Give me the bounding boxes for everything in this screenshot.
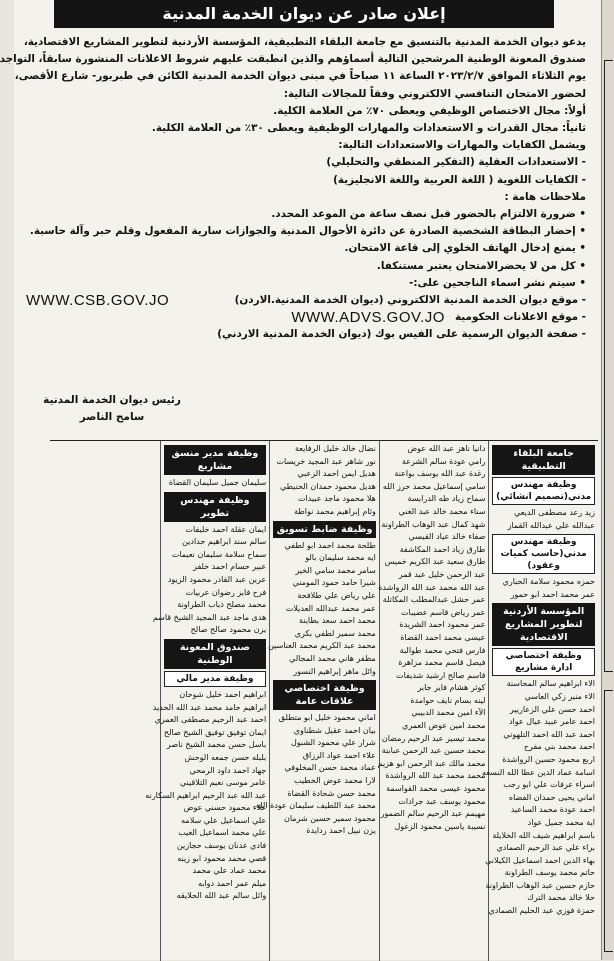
candidate-name: عمر محمود احمد الشريدة xyxy=(399,620,486,630)
candidate-name: محمد تيسير عبد الرحيم رمضان xyxy=(381,733,486,743)
candidate-name: محمد عبد الكريم محمد العناسين xyxy=(268,641,376,651)
candidate-name: محمد حسن شحادة القضاة xyxy=(287,788,376,798)
candidate-name: حمزه محمود سلامة الحباري xyxy=(502,577,595,587)
candidate-name: قصي محمد محمود ابو زينه xyxy=(177,853,267,863)
candidate-name: عبد الله عبد الرحيم ابراهيم السكارنه xyxy=(145,790,267,800)
advs-link-label: - موقع الاعلانات الحكومية xyxy=(454,311,586,324)
advs-link-line xyxy=(26,309,586,326)
candidate-name: عبد الرحمن خليل عبد قمر xyxy=(398,569,486,579)
names-column-2 xyxy=(379,441,489,961)
notice-line: • سيتم نشر اسماء الناجحين على:- xyxy=(409,276,586,289)
candidate-name: علي اسماعيل علي سلامه xyxy=(181,815,267,825)
candidate-name: براء علي عبد الرحيم الصمادي xyxy=(496,843,595,853)
candidate-name: محمد عماد علي محمد xyxy=(192,866,267,876)
candidate-name: ايمان توفيق توفيق الشيخ صالح xyxy=(163,727,267,737)
candidate-name: حلا خالد محمد الترك xyxy=(527,893,595,903)
candidate-name: الآء امين محمد الدبيبي xyxy=(411,708,486,718)
candidate-name: محمد امين عوض العمري xyxy=(402,721,486,731)
candidate-name: اية محمد جميل عواد xyxy=(527,817,595,827)
csb-link-label: - موقع ديوان الخدمة المدنية الالكتروني (ديوان الخدمة المدنية.الاردن) xyxy=(234,294,586,307)
candidate-name: حاتم محمد يوسف الطراونة xyxy=(504,868,595,878)
candidate-name: اماني يحيى حمدان الفضاه xyxy=(508,792,595,802)
candidate-name: فادي عدنان يوسف حجازين xyxy=(176,841,267,851)
names-column-4 xyxy=(145,441,270,961)
candidate-name: نسيبة ياسين محمود الزغول xyxy=(394,821,486,831)
notice-line: صندوق المعونة الوطنية المرشحين التالية أسماؤهم والذين انطبقت عليهم شروط الاعلانات المنشورة سابقاً، التواجد xyxy=(0,53,586,66)
candidate-names-grid xyxy=(50,440,598,961)
adjacent-frame xyxy=(604,60,613,672)
candidate-name: ايمان عقلة احمد خليفات xyxy=(185,524,267,534)
candidate-name: احمد عودة محمد الساعيد xyxy=(510,805,595,815)
candidate-name: محمد مصلح ذياب الطراونة xyxy=(177,600,267,610)
candidate-name: هديل ايمن احمد الزعبي xyxy=(297,469,376,479)
candidate-name: قاسم صالح ارشيد شديفات xyxy=(396,670,486,680)
candidate-name: مظفر هاني محمد المجالي xyxy=(289,653,376,663)
candidate-name: حازم حسين عبد الوهاب الطراونة xyxy=(485,880,595,890)
candidate-name: هديل محمود حمدان الحنيطي xyxy=(279,481,376,491)
candidate-name: سناء محمد خالد عبد الغني xyxy=(398,506,486,516)
csb-url-link[interactable]: WWW.CSB.GOV.JO xyxy=(26,292,170,310)
candidate-name: سامر محمد سامي الخير xyxy=(295,565,376,575)
candidate-name: وائل سالم عبد الله الحلايقه xyxy=(176,891,267,901)
candidate-name: شيرا حامد حمود المومني xyxy=(292,578,376,588)
candidate-name: حمزة فوزي عبد الحليم الصمادي xyxy=(488,906,595,916)
candidate-name: شرار علي محمود الشبول xyxy=(290,738,376,748)
names-column-1 xyxy=(482,441,598,961)
candidate-name: كوثر هشام فايز جابر xyxy=(417,683,486,693)
candidate-name: ميلم عمر احمد دوابه xyxy=(197,878,267,888)
csb-link-line xyxy=(26,292,586,309)
section-header: المؤسسة الأردنية لتطوير المشاريع الاقتصادية xyxy=(492,603,595,646)
section-header: وظيفة اختصاصي علاقات عامة xyxy=(273,680,376,710)
candidate-name: محمد مالك عبد الرحمن ابو هزيم xyxy=(377,758,486,768)
section-header: وظيفة مهندس تطوير xyxy=(164,492,267,522)
candidate-name: محمد عبد اللطيف سليمان عودة الله xyxy=(255,801,376,811)
candidate-name: الاء ابراهيم سالم المحاسنة xyxy=(506,679,595,689)
candidate-name: بهاء الدين احمد اسماعيل الكيلاني xyxy=(485,855,595,865)
signature-name: سامح الناصر xyxy=(79,411,145,423)
candidate-name: فرح فايز رضوان عربيات xyxy=(185,587,267,597)
candidate-name: احمد حسن علي الزعاريير xyxy=(509,704,595,714)
job-title-header: وظيفة اختصاصي ادارة مشاريع xyxy=(492,648,595,676)
candidate-name: اماني محمود خليل ابو متطلق xyxy=(278,713,376,723)
candidate-name: عبدالله علي عبدالله القماز xyxy=(507,520,595,530)
candidate-name: ابراهيم احمد خليل شوحان xyxy=(179,689,267,699)
notice-line: أولاً: مجال الاختصاص الوظيفي ويعطى ٧٠٪ من العلامة الكلية. xyxy=(273,104,586,117)
advs-url-link[interactable]: WWW.ADVS.GOV.JO xyxy=(291,309,445,327)
notice-line: لحضور الامتحان التنافسي الالكتروني وفقاً للمجالات التالية: xyxy=(283,87,586,100)
candidate-name: سماح زياد طه الدرايسة xyxy=(407,494,486,504)
candidate-name: احمد عبد الله احمد التلهوني xyxy=(503,729,595,739)
notice-line: • ضرورة الالتزام بالحضور قبل نصف ساعة من الموعد المحدد. xyxy=(271,208,586,221)
candidate-name: وئام إبراهيم محمد نواطة xyxy=(294,506,376,516)
candidate-name: احمد عبد الرحيم مصطفى العمري xyxy=(154,715,267,725)
candidate-name: محمد احمد سعد بطاينة xyxy=(299,616,376,626)
notice-line: ويشمل الكفايات والمهارات والاستعدادات التالية: xyxy=(338,139,586,152)
candidate-name: نور شاهر عبد المجيد خريسات xyxy=(276,456,376,466)
candidate-name: عبير حسام احمد خلفر xyxy=(193,562,267,572)
candidate-name: دانيا ناهز عبد الله عوض xyxy=(407,444,486,453)
candidate-name: طارق سعيد عبد الكريم خميس xyxy=(384,557,486,567)
candidate-name: صفاء خالد عياد القيسي xyxy=(408,532,486,542)
notice-line: - الاستعدادات العقلية (التفكير المنطقي والتحليلي) xyxy=(326,156,586,169)
candidate-name: نضال خالد خليل الرفايعة xyxy=(294,444,376,453)
candidate-name: علي رياض علي طلافحة xyxy=(297,590,376,600)
candidate-name: جهاد احمد داود الرمحي xyxy=(189,765,267,775)
candidate-name: محمد حسين عبد الرحمن عبابنة xyxy=(381,746,486,756)
adjacent-frame xyxy=(604,690,613,952)
section-header: وظيفة ضابط تسويق xyxy=(273,521,376,538)
candidate-name: سامي إسماعيل محمد حرز الله xyxy=(382,481,486,491)
candidate-name: الاء منير زكي العاسي xyxy=(524,691,595,701)
candidate-name: رغدة عبد الله يوسف بواعنة xyxy=(394,469,486,479)
candidate-name: ابراهيم حامد محمد عبد الله الحديد xyxy=(152,702,267,712)
announcement-title: إعلان صادر عن ديوان الخدمة المدنية xyxy=(54,0,554,28)
candidate-name: رامي عودة سالم الشرعة xyxy=(401,456,486,466)
notice-line: ملاحظات هامة : xyxy=(504,190,586,203)
candidate-name: لينه بسام نايف حوامدة xyxy=(410,695,486,705)
candidate-name: فيصل قاسم محمد مزاهرة xyxy=(398,658,486,668)
notice-line: يوم الثلاثاء الموافق ٢٠٢٣/٢/٧ الساعة ١١ صباحاً في مبنى ديوان الخدمة المدنية الكائن في طبربور- شارع الأقصى، xyxy=(14,70,586,83)
job-title-header: وظيفة مهندس مدني(تصميم انشائي) xyxy=(492,477,595,505)
candidate-name: احمد عامر عبيد عيال عواد xyxy=(508,717,595,727)
candidate-name: محمد سمير لطفي بكري xyxy=(294,628,376,638)
candidate-name: عمر رياض قاسم عضيبات xyxy=(400,607,486,617)
candidate-name: محمد محمد عبد الله الرواشدة xyxy=(385,771,486,781)
candidate-name: وائل ماهر إبراهيم النسور xyxy=(293,666,376,676)
candidate-name: باسم ابراهيم شيف الله الخلايلة xyxy=(492,830,595,840)
candidate-name: شهد كمال عبد الوهاب الطراونة xyxy=(381,519,486,529)
candidate-name: عيسى محمد احمد القضاة xyxy=(400,632,486,642)
candidate-name: زيد رعد مصطفى الديعي xyxy=(514,508,595,517)
candidate-name: علاء احمد عواد الرزاق xyxy=(302,750,376,760)
section-header: جامعة البلقاء التطبيقية xyxy=(492,445,595,475)
candidate-name: علاء محمود حسني عوض xyxy=(183,803,267,813)
candidate-name: ايه محمد سليمان بالو xyxy=(305,553,376,563)
candidate-name: بلبله حسن جمعه الوحش xyxy=(184,752,267,762)
section-header: صندوق المعونة الوطنية xyxy=(164,639,267,669)
job-title-header: وظيفة مدير مالي xyxy=(164,671,267,687)
candidate-name: هلا محمود ماجد عبيدات xyxy=(298,494,376,504)
signature-block xyxy=(12,392,212,426)
adjacent-page-edge xyxy=(601,0,614,960)
candidate-name: هدى ماجد عبد المجيد الشيخ قاسم xyxy=(152,612,267,622)
candidate-name: سليمان جميل سليمان القضاة xyxy=(168,478,267,487)
candidate-name: عماد محمد حسن المخلوفي xyxy=(284,763,376,773)
candidate-name: طلحة محمد احمد ابو لطفي xyxy=(284,540,376,550)
signature-title: رئيس ديوان الخدمة المدنية xyxy=(43,394,181,406)
notice-line: • يمنع إدخال الهاتف الخلوي إلى قاعة الامتحان. xyxy=(344,242,586,255)
candidate-name: سماح سلامة سليمان نعيمات xyxy=(171,549,267,559)
candidate-name: مهيمم عبد الرحيم سالم الضمور xyxy=(380,809,486,819)
notice-line: • إحضار البطاقة الشخصية الصادرة عن دائرة الأحوال المدنية والجوازات سارية المفعول وقلم حبر وآلة حاسبة. xyxy=(29,225,586,238)
names-column-3 xyxy=(255,441,379,961)
candidate-name: لارا محمد عوض الخطيب xyxy=(294,776,376,786)
notice-line: ثانياً: مجال القدرات و الاستعدادات والمهارات الوظيفية ويعطى ٣٠٪ من العلامة الكلية. xyxy=(151,122,586,135)
job-title-header: وظيفة مهندس مدني(حاسب كميات وعقود) xyxy=(492,534,595,574)
candidate-name: فارس فتحي محمد طوالبة xyxy=(399,645,486,655)
candidate-name: عرين عبد القادر محمود الزيود xyxy=(167,574,267,584)
candidate-name: محمود سمير حسين شرمان xyxy=(283,813,376,823)
names-column-5 xyxy=(50,441,160,961)
candidate-name: اسامة عماد الدين عطا الله النسعه xyxy=(482,767,595,777)
notice-line: - الكفايات اللغوية ( اللغة العربية واللغة الانجليزية) xyxy=(333,173,586,186)
candidate-name: طارق زياد احمد المكاشفة xyxy=(399,544,486,554)
candidate-name: محمود عيسى محمد القواسمة xyxy=(386,784,486,794)
candidate-name: سالم سند ابراهيم حدادين xyxy=(182,537,267,547)
candidate-name: علي محمد اسماعيل الغيب xyxy=(178,828,267,838)
announcement-body xyxy=(0,34,586,434)
candidate-name: يزن محمود صالح صالح xyxy=(190,625,267,635)
candidate-name: عمر حشل عبدالمطلب المكاتلة xyxy=(382,595,486,605)
notice-line: يدعو ديوان الخدمة المدنية بالتنسيق مع جامعة البلقاء التطبيقية، المؤسسة الأردنية لتطوير المشاريع الاقتصادية، xyxy=(23,36,586,48)
candidate-name: عمر محمد عبدالله العديلات xyxy=(285,603,376,613)
candidate-name: عمر محمد احمد ابو حمور xyxy=(510,589,595,599)
candidate-name: احمد محمد بني مفرح xyxy=(523,742,595,752)
candidate-name: باسل حسن محمد الشيخ ناصر xyxy=(166,740,267,750)
candidate-name: عامر موسى نعيم التلاقيني xyxy=(179,778,267,788)
candidate-name: يزن نبيل احمد ردايدة xyxy=(306,826,376,836)
facebook-page-line: - صفحة الديوان الرسمية على الفيس بوك (ديوان الخدمة المدنية الاردني) xyxy=(217,328,586,341)
candidate-name: محمود يوسف عبد جرادات xyxy=(398,796,486,806)
section-header: وظيفة مدير منسق مشاريع xyxy=(164,445,267,475)
candidate-name: بيان احمد عقيل شطناوي xyxy=(293,725,376,735)
candidate-name: اسراء عرفات علي ابو رجب xyxy=(503,780,595,790)
candidate-name: اربع محمود حسين الرواشدة xyxy=(502,754,595,764)
notice-line: • كل من لا يحضرالامتحان يعتبر مستنكفا. xyxy=(376,259,586,272)
candidate-name: عبد الله محمد عبد الله الرواشدة xyxy=(378,582,486,592)
